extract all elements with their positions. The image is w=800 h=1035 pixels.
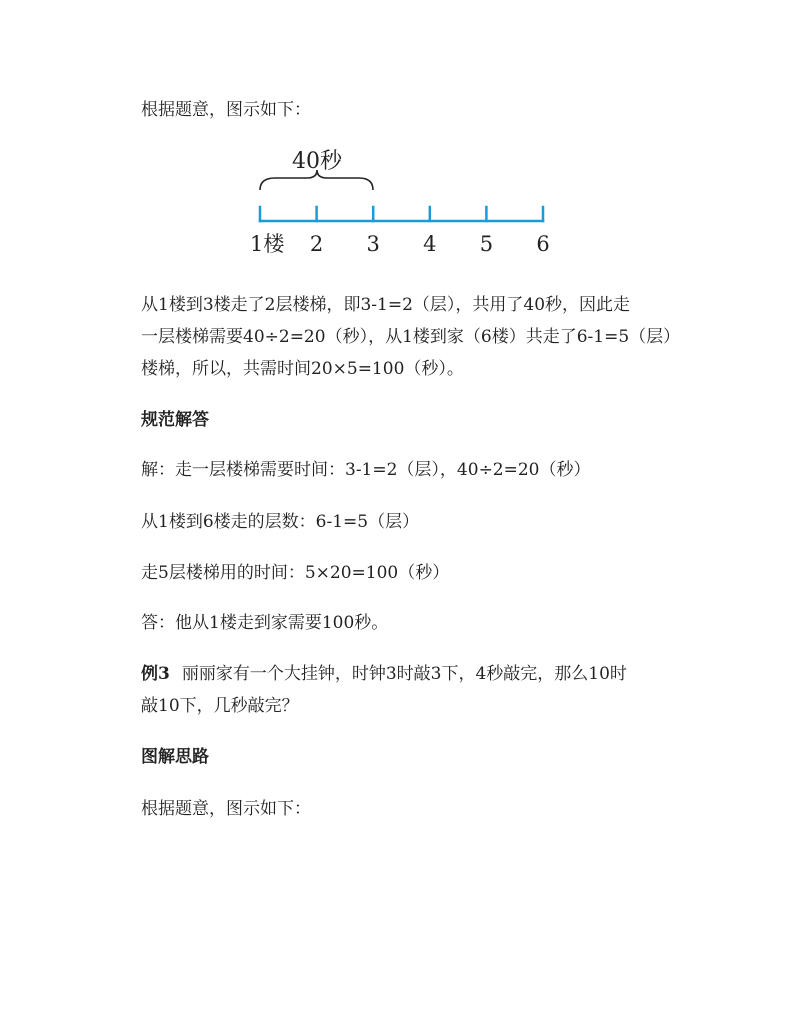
answer-line: 答：他从1楼走到家需要100秒。 xyxy=(141,613,389,633)
analysis-line-2: 一层楼梯需要40÷2=20（秒），从1楼到家（6楼）共走了6-1=5（层） xyxy=(141,327,681,347)
tick-label: 5 xyxy=(479,232,494,256)
thinking-heading: 图解思路 xyxy=(141,747,209,767)
analysis-line-3: 楼梯，所以，共需时间20×5=100（秒）。 xyxy=(141,359,464,379)
solution-heading: 规范解答 xyxy=(141,410,209,430)
intro-text-2: 根据题意，图示如下： xyxy=(141,799,311,819)
solution-line-1: 解：走一层楼梯需要时间：3-1=2（层），40÷2=20（秒） xyxy=(141,460,591,480)
example-3-line-1 xyxy=(141,662,627,686)
tick-label: 1楼 xyxy=(250,232,285,256)
tick-label: 2 xyxy=(309,232,324,256)
number-line-diagram xyxy=(230,140,560,270)
solution-line-2: 从1楼到6楼走的层数：6-1=5（层） xyxy=(141,512,420,532)
tick-label: 6 xyxy=(536,232,550,256)
tick-label: 4 xyxy=(423,232,437,256)
example-3-line-2: 敲10下，几秒敲完？ xyxy=(141,696,299,716)
example-3-text-1: 丽丽家有一个大挂钟，时钟3时敲3下，4秒敲完，那么10时 xyxy=(181,664,627,684)
analysis-line-1: 从1楼到3楼走了2层楼梯，即3-1=2（层），共用了40秒，因此走 xyxy=(141,295,631,315)
brace-label: 40秒 xyxy=(292,149,342,174)
tick-label: 3 xyxy=(366,232,380,256)
intro-text: 根据题意，图示如下： xyxy=(141,100,311,120)
curly-brace xyxy=(260,170,373,190)
example-3-label: 例3 xyxy=(141,664,170,684)
solution-line-3: 走5层楼梯用的时间：5×20=100（秒） xyxy=(141,563,450,583)
